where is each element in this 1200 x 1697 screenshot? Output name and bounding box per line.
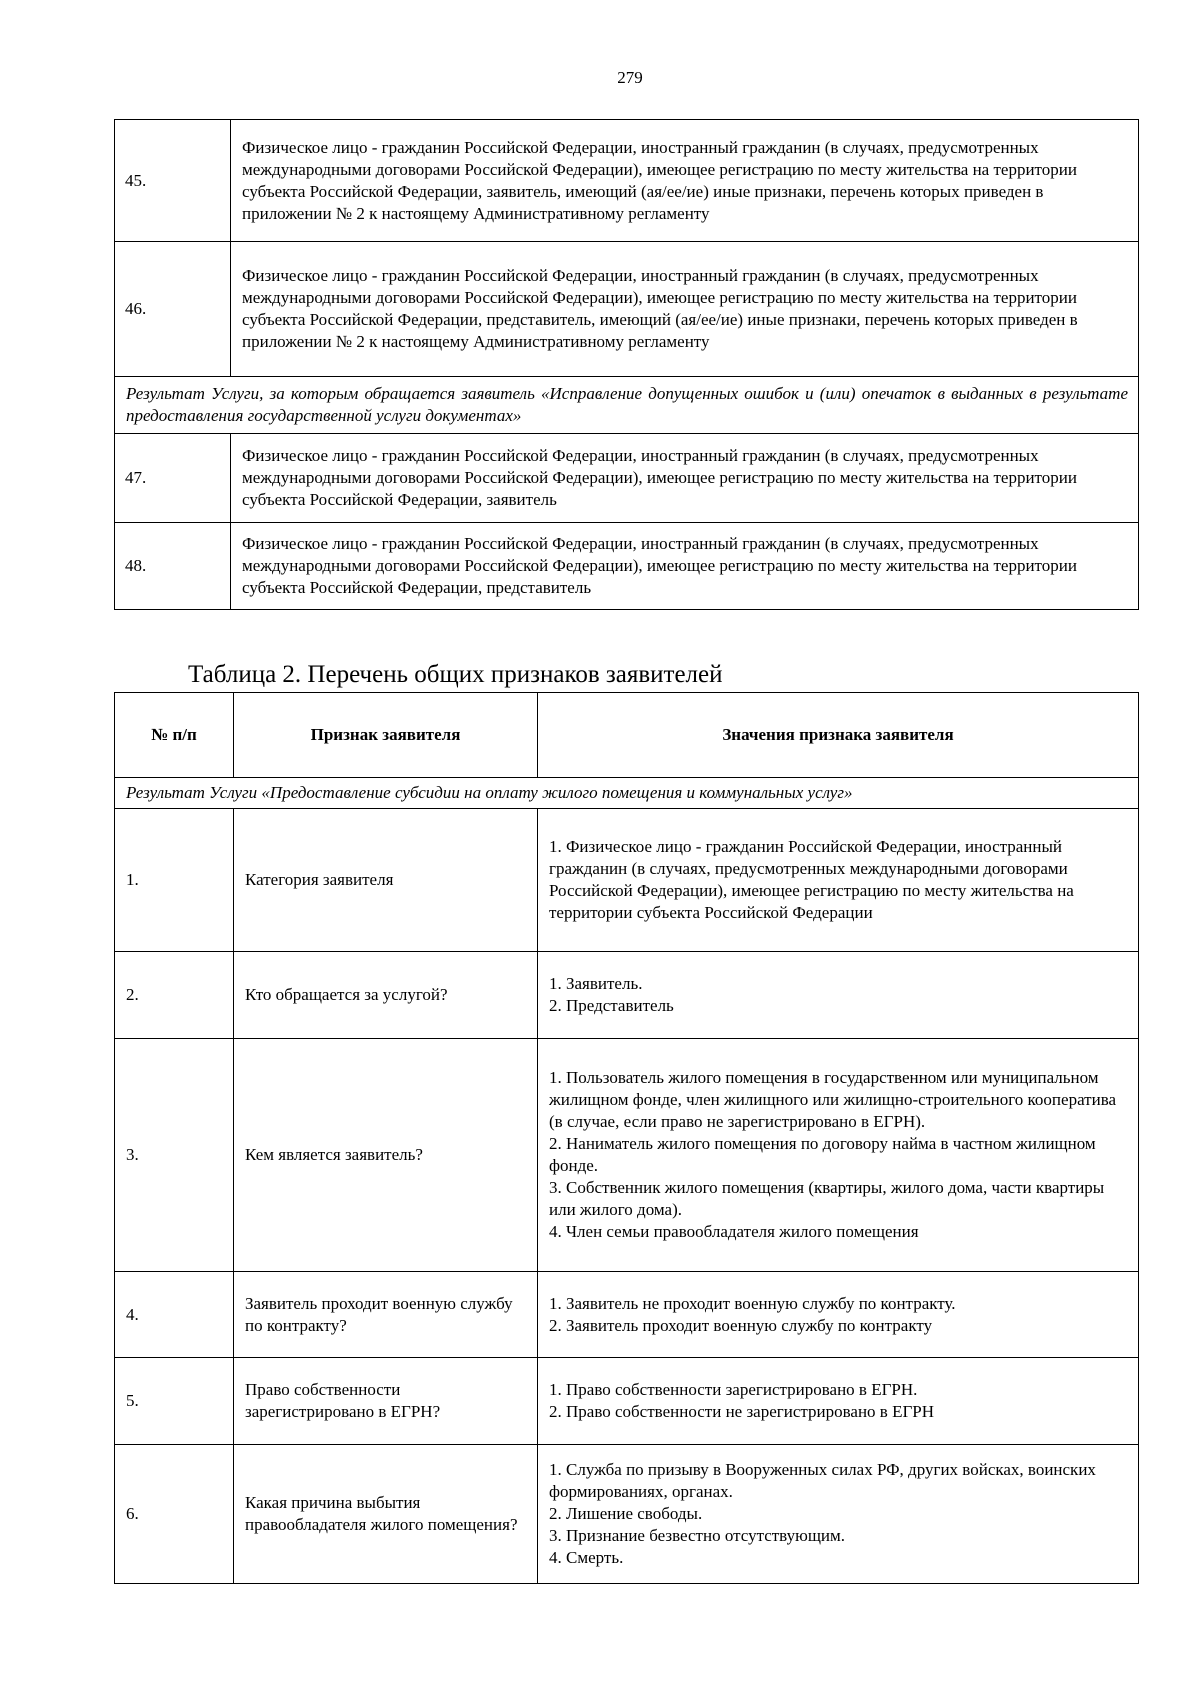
feature-name: Кем является заявитель? — [234, 1039, 538, 1272]
table-row — [115, 434, 1139, 523]
feature-name: Заявитель проходит военную службу по контракту? — [234, 1272, 538, 1358]
value-line: 1. Пользователь жилого помещения в государственном или муниципальном жилищном фонде, член жилищного или жилищно-строительного кооператива (в случае, если право не зарегистрировано в ЕГРН). — [549, 1068, 1117, 1131]
feature-name: Категория заявителя — [234, 809, 538, 952]
feature-values — [538, 1445, 1139, 1584]
row-number: 3. — [115, 1039, 234, 1272]
value-line: 4. Смерть. — [549, 1548, 624, 1567]
row-number: 1. — [115, 809, 234, 952]
table-title: Таблица 2. Перечень общих признаков заявителей — [188, 661, 723, 688]
table-row — [115, 1358, 1139, 1445]
value-line: 3. Признание безвестно отсутствующим. — [549, 1526, 846, 1545]
column-header-values: Значения признака заявителя — [538, 693, 1139, 778]
applicant-description: Физическое лицо - гражданин Российской Федерации, иностранный гражданин (в случаях, предусмотренных международными договорами Российской Федерации), имеющее регистрацию по месту жительства на территории субъекта Российской Федерации, заявитель — [231, 434, 1139, 523]
result-description: Результат Услуги, за которым обращается заявитель «Исправление допущенных ошибок и (или) опечаток в выданных в результате предоставления государственной услуги документах» — [115, 377, 1139, 434]
row-number: 47. — [115, 434, 231, 523]
feature-name: Право собственности зарегистрировано в ЕГРН? — [234, 1358, 538, 1445]
feature-values — [538, 1039, 1139, 1272]
page-number: 279 — [617, 68, 643, 87]
applicant-description: Физическое лицо - гражданин Российской Федерации, иностранный гражданин (в случаях, предусмотренных международными договорами Российской Федерации), имеющее регистрацию по месту жительства на территории субъекта Российской Федерации, представитель — [231, 523, 1139, 610]
table-row — [115, 1272, 1139, 1358]
row-number: 4. — [115, 1272, 234, 1358]
table-row — [115, 1445, 1139, 1584]
value-line: 2. Лишение свободы. — [549, 1504, 703, 1523]
applicant-description: Физическое лицо - гражданин Российской Федерации, иностранный гражданин (в случаях, предусмотренных международными договорами Российской Федерации), имеющее регистрацию по месту жительства на территории субъекта Российской Федерации, представитель, имеющий (ая/ее/ие) иные признаки, перечень которых приведен в приложении № 2 к настоящему Административному регламенту — [231, 242, 1139, 377]
feature-values — [538, 809, 1139, 952]
feature-values — [538, 952, 1139, 1039]
value-line: 2. Право собственности не зарегистрировано в ЕГРН — [549, 1402, 935, 1421]
value-line: 1. Физическое лицо - гражданин Российской Федерации, иностранный гражданин (в случаях, предусмотренных международными договорами Российской Федерации), имеющее регистрацию по месту жительства на территории субъекта Российской Федерации — [549, 837, 1074, 922]
table-row — [115, 952, 1139, 1039]
result-description: Результат Услуги «Предоставление субсидии на оплату жилого помещения и коммунальных услуг» — [115, 778, 1139, 809]
column-header-feature: Признак заявителя — [234, 693, 538, 778]
value-line: 4. Член семьи правообладателя жилого помещения — [549, 1222, 919, 1241]
row-number: 5. — [115, 1358, 234, 1445]
value-line: 2. Представитель — [549, 996, 674, 1015]
value-line: 2. Заявитель проходит военную службу по контракту — [549, 1315, 933, 1335]
applicant-description: Физическое лицо - гражданин Российской Федерации, иностранный гражданин (в случаях, предусмотренных международными договорами Российской Федерации), имеющее регистрацию по месту жительства на территории субъекта Российской Федерации, заявитель, имеющий (ая/ее/ие) иные признаки, перечень которых приведен в приложении № 2 к настоящему Административному регламенту — [231, 120, 1139, 242]
applicants-table-continued — [114, 119, 1139, 610]
table-row — [115, 1039, 1139, 1272]
column-header-number: № п/п — [115, 693, 234, 778]
feature-values — [538, 1358, 1139, 1445]
table-row — [115, 242, 1139, 377]
value-line: 3. Собственник жилого помещения (квартиры, жилого дома, части квартиры или жилого дома). — [549, 1178, 1105, 1219]
row-number: 6. — [115, 1445, 234, 1584]
row-number: 48. — [115, 523, 231, 610]
feature-values — [538, 1272, 1139, 1358]
value-line: 1. Заявитель не проходит военную службу по контракту. — [549, 1293, 956, 1313]
row-number: 46. — [115, 242, 231, 377]
result-row — [115, 377, 1139, 434]
value-line: 1. Право собственности зарегистрировано в ЕГРН. — [549, 1380, 918, 1399]
feature-name: Какая причина выбытия правообладателя жилого помещения? — [234, 1445, 538, 1584]
value-line: 1. Служба по призыву в Вооруженных силах РФ, других войсках, воинских формированиях, органах. — [549, 1460, 1096, 1501]
row-number: 2. — [115, 952, 234, 1039]
table-header-row — [115, 693, 1139, 778]
row-number: 45. — [115, 120, 231, 242]
table-row — [115, 523, 1139, 610]
value-line: 1. Заявитель. — [549, 974, 643, 993]
result-row — [115, 778, 1139, 809]
table-row — [115, 809, 1139, 952]
value-line: 2. Наниматель жилого помещения по договору найма в частном жилищном фонде. — [549, 1134, 1096, 1175]
table-row — [115, 120, 1139, 242]
feature-name: Кто обращается за услугой? — [234, 952, 538, 1039]
applicant-features-table — [114, 692, 1139, 1584]
